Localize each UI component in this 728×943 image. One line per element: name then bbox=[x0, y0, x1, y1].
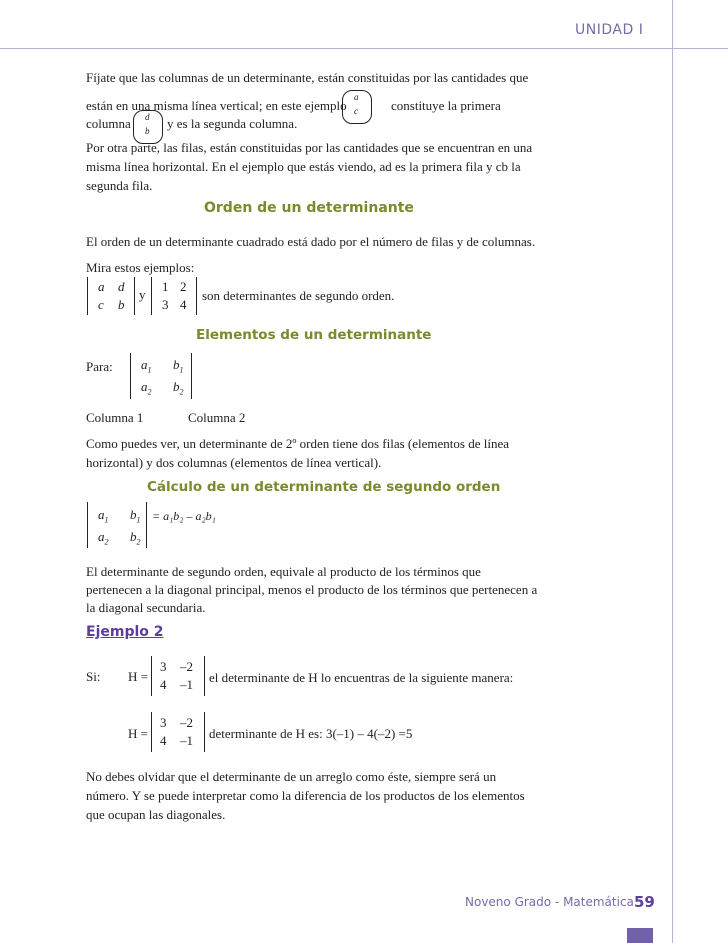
elem-a1: $a_1$ bbox=[141, 357, 152, 375]
det2-1: 1 bbox=[162, 279, 169, 294]
calc-b1: $b_1$ bbox=[130, 507, 141, 525]
h-label-2: H = bbox=[128, 726, 148, 741]
para2-line2: misma línea horizontal. En el ejemplo que estás viendo, ad es la primera fila y cb la bbox=[86, 159, 521, 174]
calc-a1: $a_1$ bbox=[98, 507, 109, 525]
calculo-line2: pertenecen a la diagonal principal, menos el producto de los términos que pertenecen a bbox=[86, 582, 538, 597]
si-label: Si: bbox=[86, 669, 101, 684]
calc-b2: $b_2$ bbox=[130, 529, 141, 547]
calculo-line3: la diagonal secundaria. bbox=[86, 600, 206, 615]
h2-11: 3 bbox=[160, 715, 167, 730]
para2-line1: Por otra parte, las filas, están constituidas por las cantidades que se encuentran en una bbox=[86, 140, 533, 155]
page-number: 59 bbox=[634, 893, 655, 911]
para1-line1: Fíjate que las columnas de un determinante, están constituidas por las cantidades que bbox=[86, 70, 529, 85]
orden-mira: Mira estos ejemplos: bbox=[86, 260, 195, 275]
h1-11: 3 bbox=[160, 659, 167, 674]
h2-22: –1 bbox=[180, 733, 193, 748]
ejemplo-text2: determinante de H es: 3(–1) – 4(–2) =5 bbox=[209, 726, 413, 741]
heading-orden: Orden de un determinante bbox=[204, 200, 414, 216]
ejemplo-title: Ejemplo 2 bbox=[86, 624, 164, 640]
det-example-numbers bbox=[151, 277, 197, 315]
det-example-letters bbox=[87, 277, 135, 315]
corner-block bbox=[627, 928, 653, 943]
det1-a: a bbox=[98, 279, 105, 294]
h1-12: –2 bbox=[180, 659, 193, 674]
heading-elementos: Elementos de un determinante bbox=[196, 327, 432, 343]
closing-line3: que ocupan las diagonales. bbox=[86, 807, 226, 822]
elementos-line1: Como puedes ver, un determinante de 2º orden tiene dos filas (elementos de línea bbox=[86, 436, 509, 451]
para1-line2a: están en una misma línea vertical; en este ejemplo bbox=[86, 98, 347, 113]
orden-text: El orden de un determinante cuadrado está dado por el número de filas y de columnas. bbox=[86, 234, 536, 249]
header-divider bbox=[0, 48, 728, 49]
col2-top: d bbox=[145, 112, 150, 122]
heading-calculo: Cálculo de un determinante de segundo orden bbox=[147, 479, 501, 495]
elem-b1: $b_1$ bbox=[173, 357, 184, 375]
elementos-line2: horizontal) y dos columnas (elementos de línea vertical). bbox=[86, 455, 382, 470]
col1-top: a bbox=[354, 92, 359, 102]
para2-line3: segunda fila. bbox=[86, 178, 153, 193]
closing-line2: número. Y se puede interpretar como la diferencia de los productos de los elementos bbox=[86, 788, 525, 803]
det2-2: 2 bbox=[180, 279, 187, 294]
elem-b2: $b_2$ bbox=[173, 379, 184, 397]
label-columna-1: Columna 1 bbox=[86, 410, 144, 425]
col1-bottom: c bbox=[354, 106, 358, 116]
det1-b: b bbox=[118, 297, 125, 312]
ejemplo-text1: el determinante de H lo encuentras de la siguiente manera: bbox=[209, 670, 514, 685]
det2-4: 4 bbox=[180, 297, 187, 312]
det1-d: d bbox=[118, 279, 125, 294]
h-label-1: H = bbox=[128, 669, 148, 684]
h2-21: 4 bbox=[160, 733, 167, 748]
para1-line2b: constituye la primera bbox=[391, 98, 501, 113]
closing-line1: No debes olvidar que el determinante de un arreglo como éste, siempre será un bbox=[86, 769, 497, 784]
unit-label: UNIDAD I bbox=[575, 22, 644, 38]
footer-text: Noveno Grado - Matemática bbox=[465, 895, 634, 909]
calculo-line1: El determinante de segundo orden, equivale al producto de los términos que bbox=[86, 564, 481, 579]
calc-formula: = a₁b₂ – a₂b₁ bbox=[152, 509, 216, 523]
calc-a2: $a_2$ bbox=[98, 529, 109, 547]
para-label: Para: bbox=[86, 359, 113, 374]
col2-bottom: b bbox=[145, 126, 150, 136]
det2-3: 3 bbox=[162, 297, 169, 312]
label-columna-2: Columna 2 bbox=[188, 410, 246, 425]
elem-a2: $a_2$ bbox=[141, 379, 152, 397]
h2-12: –2 bbox=[180, 715, 193, 730]
margin-divider bbox=[672, 0, 673, 943]
h1-22: –1 bbox=[180, 677, 193, 692]
conj-y: y bbox=[139, 287, 146, 302]
para1-line3a: columna bbox=[86, 116, 131, 131]
para1-line3b: y es la segunda columna. bbox=[167, 116, 298, 131]
det1-c: c bbox=[98, 297, 104, 312]
h1-21: 4 bbox=[160, 677, 167, 692]
orden-desc: son determinantes de segundo orden. bbox=[202, 288, 395, 303]
